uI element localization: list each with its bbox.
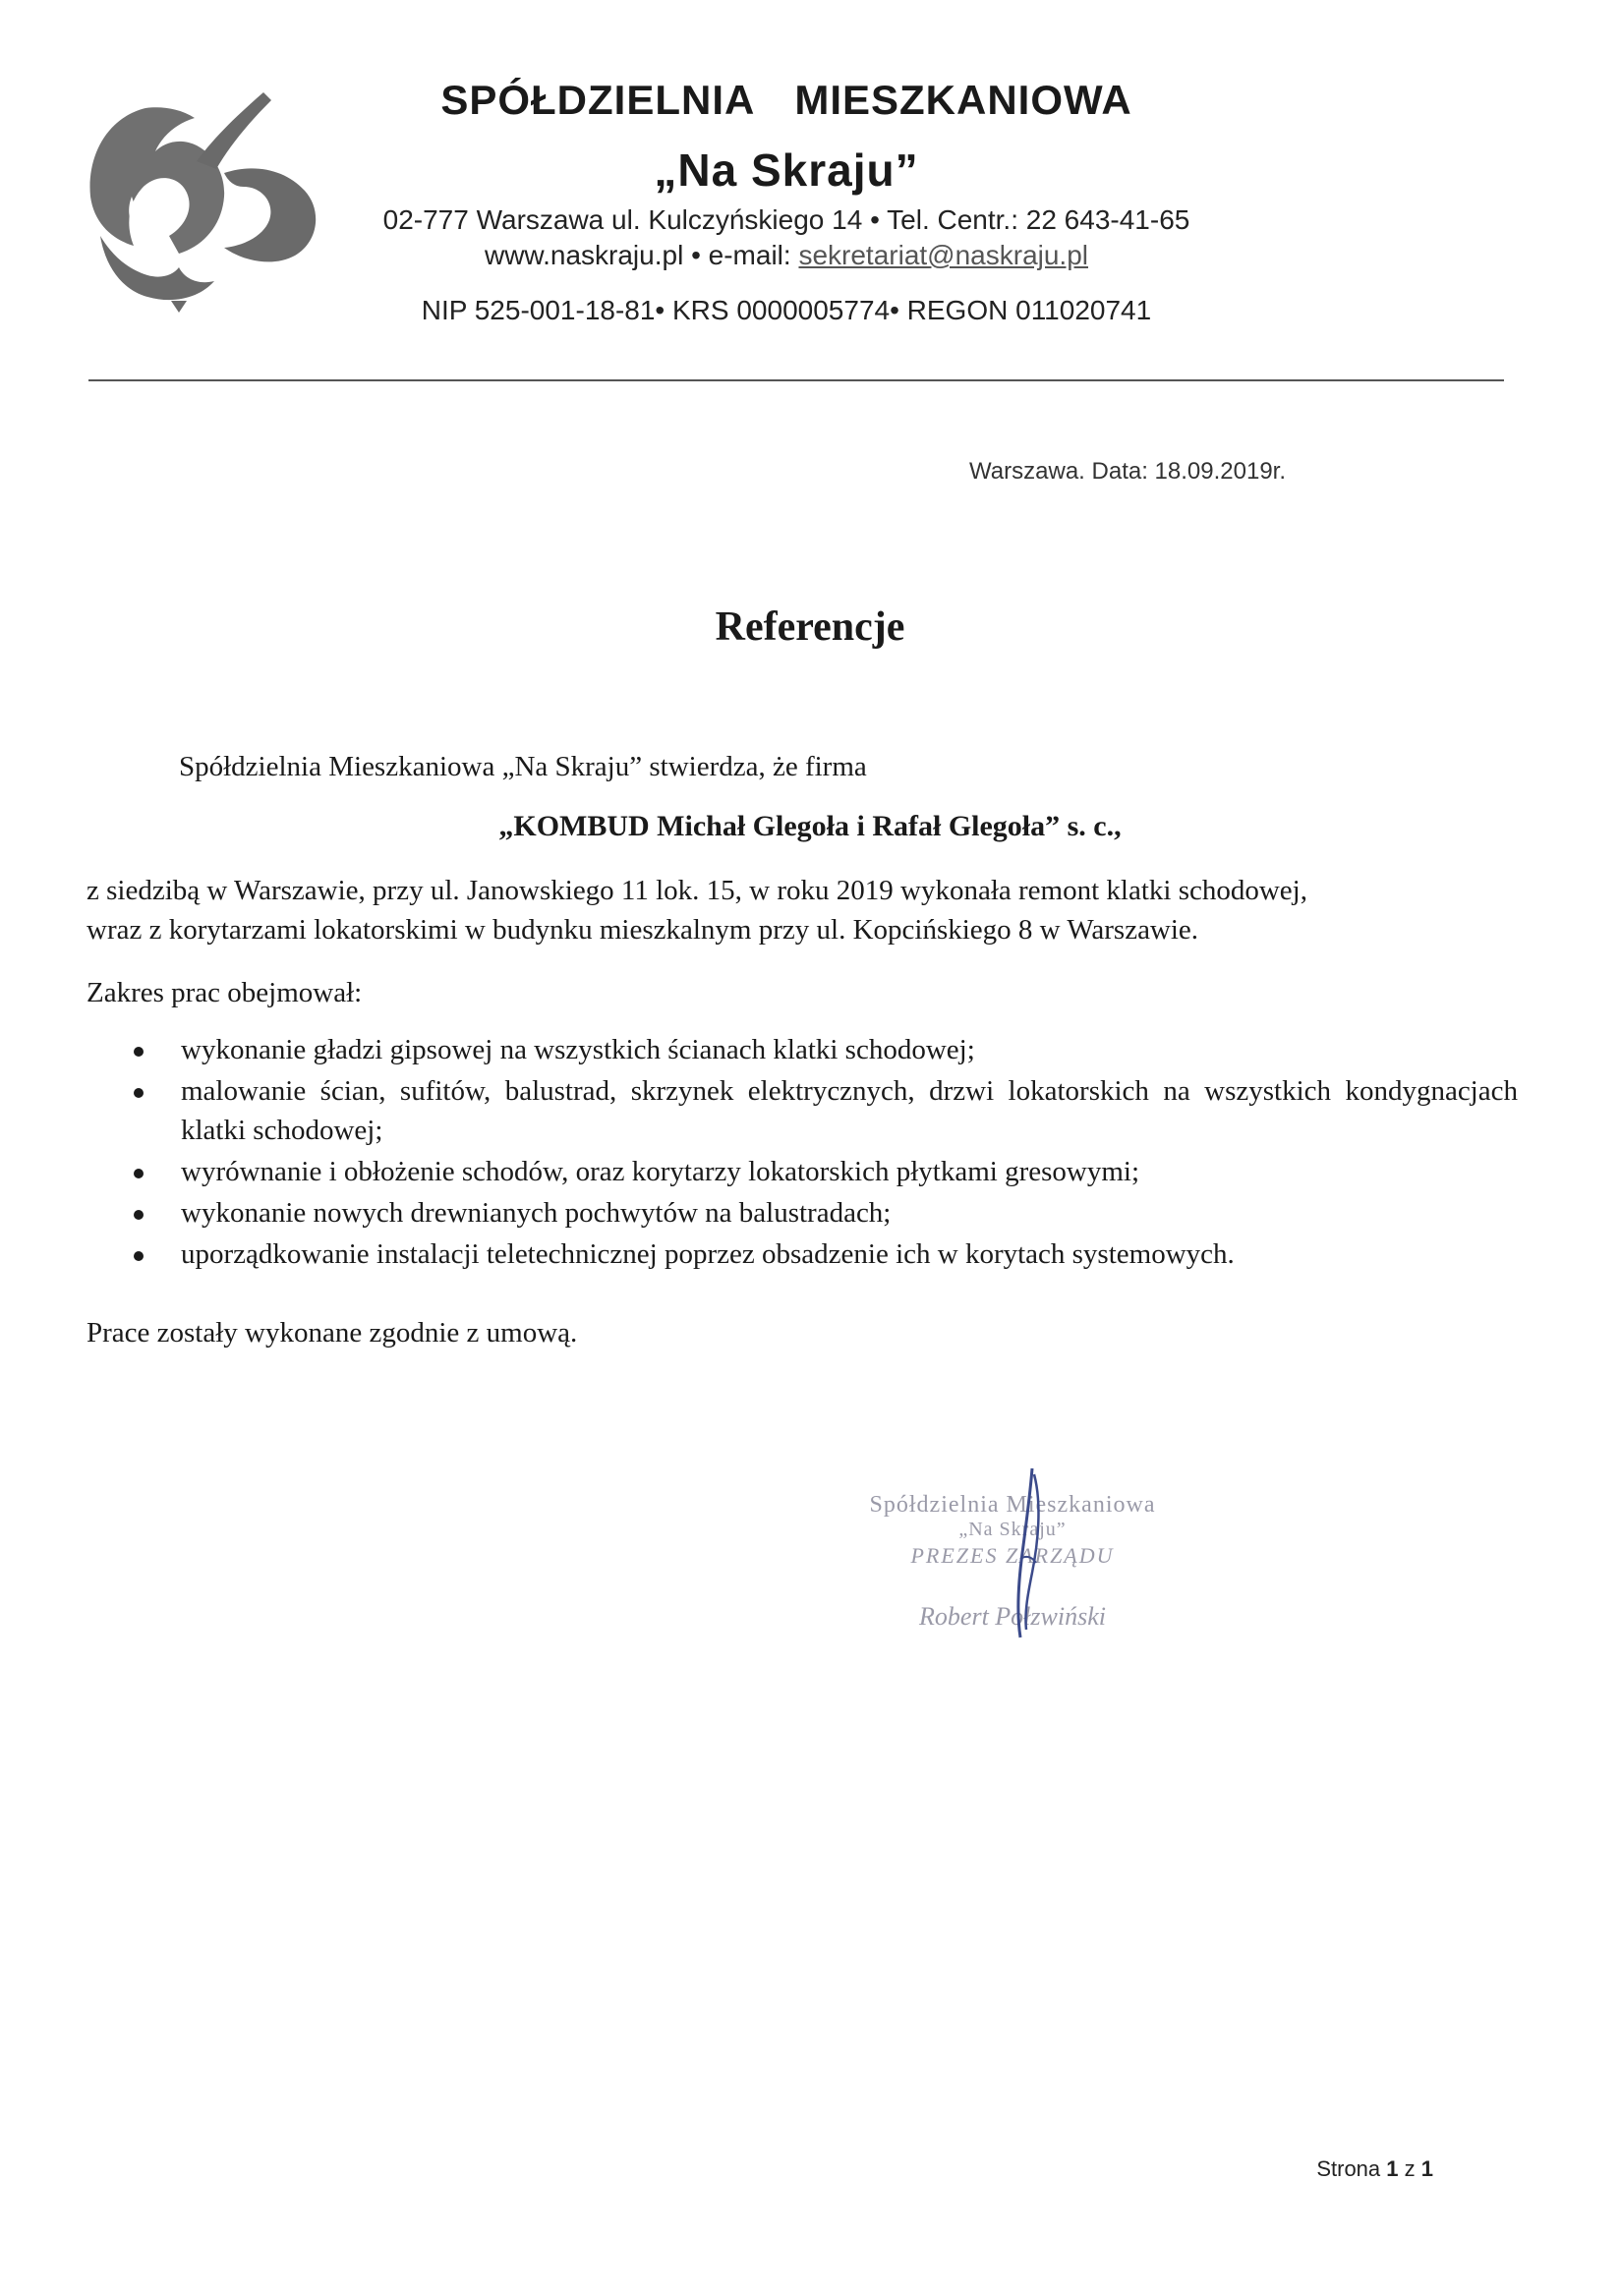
org-contact	[295, 240, 1278, 271]
scope-label: Zakres prac obejmował:	[87, 977, 363, 1008]
handwritten-signature	[1003, 1464, 1062, 1641]
list-item: uporządkowanie instalacji teletechnicznej poprzez obsadzenie ich w korytach systemowych.	[130, 1234, 1518, 1274]
body-line-2: wraz z korytarzami lokatorskimi w budynku mieszkalnym przy ul. Kopcińskiego 8 w Warszawie.	[87, 914, 1199, 946]
org-type-word2: MIESZKANIOWA	[794, 77, 1132, 123]
bullet-icon	[134, 1169, 144, 1178]
org-name: „Na Skraju”	[654, 144, 919, 196]
document-date: Warszawa. Data: 18.09.2019r.	[969, 458, 1286, 485]
stamp-org-name: „Na Skraju”	[958, 1519, 1067, 1540]
stamp-signatory: Robert Połzwiński	[919, 1602, 1106, 1631]
company-name: „KOMBUD Michał Glegoła i Rafał Glegoła” s. c.,	[498, 810, 1122, 842]
total-pages: 1	[1420, 2156, 1433, 2181]
current-page: 1	[1386, 2156, 1399, 2181]
stamp-role: PREZES ZARZĄDU	[910, 1543, 1115, 1568]
closing-statement: Prace zostały wykonane zgodnie z umową.	[87, 1317, 578, 1349]
bullet-icon	[134, 1088, 144, 1098]
body-paragraph	[87, 871, 1522, 949]
bullet-icon	[134, 1047, 144, 1057]
scope-list	[130, 1030, 1518, 1276]
body-line-1: z siedzibą w Warszawie, przy ul. Janowskiego 11 lok. 15, w roku 2019 wykonała remont klatki schodowej,	[87, 875, 1307, 906]
list-item: wykonanie gładzi gipsowej na wszystkich ścianach klatki schodowej;	[130, 1030, 1518, 1069]
org-registry: NIP 525-001-18-81• KRS 0000005774• REGON 011020741	[421, 295, 1152, 325]
document-title: Referencje	[715, 604, 905, 650]
bullet-icon	[134, 1210, 144, 1220]
list-item: malowanie ścian, sufitów, balustrad, skrzynek elektrycznych, drzwi lokatorskich na wszystkich kondygnacjach klatki schodowej;	[130, 1071, 1518, 1150]
page-number: Strona 1 z 1	[1316, 2156, 1433, 2181]
list-item: wyrównanie i obłożenie schodów, oraz korytarzy lokatorskich płytkami gresowymi;	[130, 1152, 1518, 1191]
intro-paragraph: Spółdzielnia Mieszkaniowa „Na Skraju” stwierdza, że firma	[179, 751, 867, 782]
cooperative-logo	[77, 79, 332, 324]
stamp-org: Spółdzielnia Mieszkaniowa	[869, 1492, 1156, 1518]
header-divider	[88, 379, 1504, 381]
org-type-word1: SPÓŁDZIELNIA	[440, 77, 756, 123]
list-item: wykonanie nowych drewnianych pochwytów na balustradach;	[130, 1193, 1518, 1233]
email-link[interactable]: sekretariat@naskraju.pl	[798, 240, 1088, 270]
org-address: 02-777 Warszawa ul. Kulczyńskiego 14 • Tel. Centr.: 22 643-41-65	[382, 204, 1190, 235]
org-website: www.naskraju.pl • e-mail:	[484, 240, 799, 270]
bullet-icon	[134, 1251, 144, 1261]
org-type-heading	[295, 77, 1278, 124]
